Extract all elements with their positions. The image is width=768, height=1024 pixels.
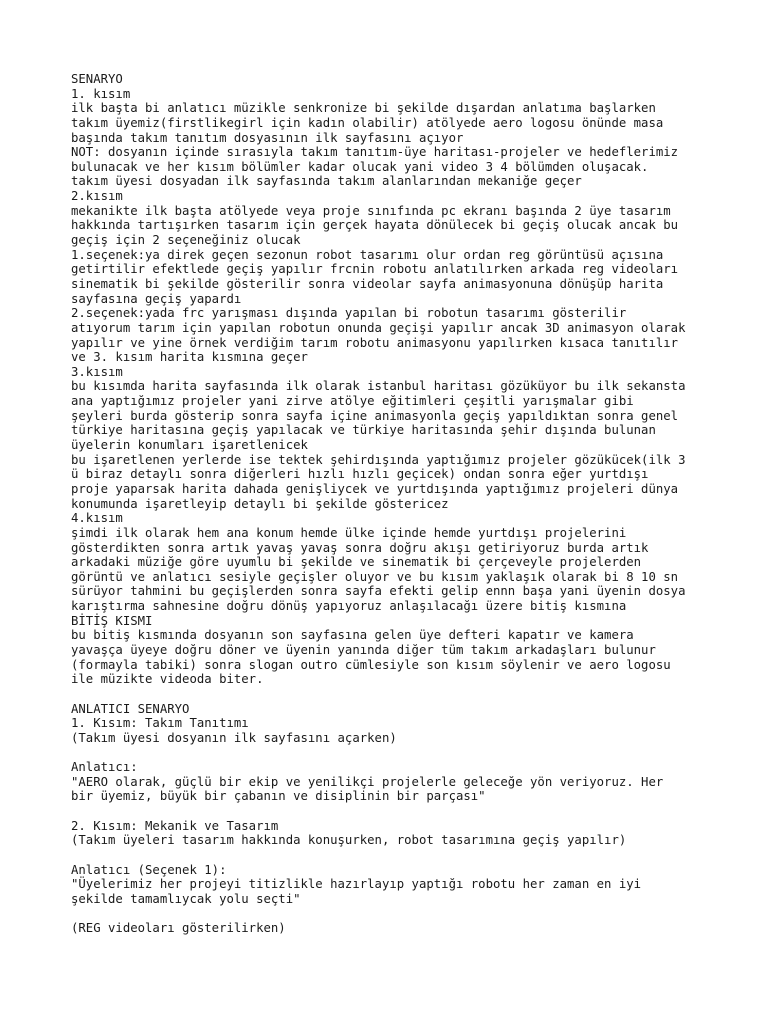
text-line: bir üyemiz, büyük bir çabanın ve disiplinin bir parçası"	[71, 789, 486, 804]
text-line: 4.kısım	[71, 511, 123, 526]
text-line: hakkında tartışırken tasarım için gerçek hayata dönülecek bi geçiş olucak ancak bu	[71, 218, 679, 233]
text-line: ü biraz detaylı sonra diğerleri hızlı hızlı geçicek) ondan sonra eğer yurtdışı	[71, 467, 649, 482]
text-line: ve 3. kısım harita kısmına geçer	[71, 350, 308, 365]
text-line: konumunda işaretleyip detaylı bi şekilde göstericez	[71, 496, 449, 511]
text-line: ilk başta bi anlatıcı müzikle senkronize bi şekilde dışardan anlatıma başlarken	[71, 101, 656, 116]
text-line: bulunacak ve her kısım bölümler kadar olucak yani video 3 4 bölümden oluşacak.	[71, 159, 649, 174]
text-line: mekanikte ilk başta atölyede veya proje sınıfında pc ekranı başında 2 üye tasarım	[71, 203, 671, 218]
text-line: ile müzikte videoda biter.	[71, 672, 264, 687]
blank-line	[71, 687, 731, 702]
text-line: (Takım üyesi dosyanın ilk sayfasını açarken)	[71, 730, 397, 745]
text-line: şekilde tamamlıycak yolu seçti"	[71, 891, 301, 906]
text-line: getirtilir efektlede geçiş yapılır frcnin robotu anlatılırken arkada reg videoları	[71, 262, 679, 277]
text-line: başında takım tanıtım dosyasının ilk sayfasını açıyor	[71, 130, 464, 145]
text-line: türkiye haritasına geçiş yapılacak ve türkiye haritasında şehir dışında bulunan	[71, 423, 656, 438]
text-line: gösterdikten sonra artık yavaş yavaş sonra doğru akışı getiriyoruz burda artık	[71, 540, 649, 555]
text-line: sayfasına geçiş yapardı	[71, 291, 242, 306]
blank-line	[71, 907, 731, 922]
text-line: yapılır ve yine örnek verdiğim tarım robotu animasyonu yapılırken kısaca tanıtılır	[71, 335, 679, 350]
text-line: 2.seçenek:yada frc yarışması dışında yapılan bi robotun tasarımı gösterilir	[71, 306, 627, 321]
text-line: 2. Kısım: Mekanik ve Tasarım	[71, 818, 279, 833]
text-line: 1. Kısım: Takım Tanıtımı	[71, 716, 249, 731]
text-line: bu bitiş kısmında dosyanın son sayfasına gelen üye defteri kapatır ve kamera	[71, 628, 634, 643]
text-line: sinematik bi şekilde gösterilir sonra videolar sayfa animasyonuna dönüşüp harita	[71, 276, 664, 291]
text-line: Anlatıcı (Seçenek 1):	[71, 862, 227, 877]
document-page	[71, 72, 731, 936]
text-line: (Takım üyeleri tasarım hakkında konuşurken, robot tasarımına geçiş yapılır)	[71, 833, 627, 848]
text-line: 1. kısım	[71, 86, 131, 101]
text-line: yavaşça üyeye doğru döner ve üyenin yanında diğer tüm takım arkadaşları bulunur	[71, 642, 656, 657]
text-line: üyelerin konumları işaretlenicek	[71, 438, 308, 453]
text-line: bu kısımda harita sayfasında ilk olarak istanbul haritası gözüküyor bu ilk sekansta	[71, 379, 686, 394]
blank-line	[71, 848, 731, 863]
text-line: "Üyelerimiz her projeyi titizlikle hazırlayıp yaptığı robotu her zaman en iyi	[71, 877, 642, 892]
text-line: 3.kısım	[71, 364, 123, 379]
text-line: şimdi ilk olarak hem ana konum hemde ülke içinde hemde yurtdışı projelerini	[71, 525, 627, 540]
text-line: görüntü ve anlatıcı sesiyle geçişler oluyor ve bu kısım yaklaşık olarak bi 8 10 sn	[71, 569, 679, 584]
text-line: karıştırma sahnesine doğru dönüş yapıyoruz anlaşılacağı üzere bitiş kısmına	[71, 599, 627, 614]
text-line: proje yaparsak harita dahada genişliycek ve yurtdışında yaptığımız projeleri dünya	[71, 481, 679, 496]
blank-line	[71, 804, 731, 819]
text-line: Anlatıcı:	[71, 760, 138, 775]
text-line: 2.kısım	[71, 189, 123, 204]
text-line: ANLATICI SENARYO	[71, 701, 190, 716]
text-line: 1.seçenek:ya direk geçen sezonun robot tasarımı olur ordan reg görüntüsü açısına	[71, 247, 664, 262]
text-line: takım üyesi dosyadan ilk sayfasında takım alanlarından mekaniğe geçer	[71, 174, 582, 189]
text-line: şeyleri burda gösterip sonra sayfa içine animasyonla geçiş yapıldıktan sonra genel	[71, 408, 679, 423]
text-line: atıyorum tarım için yapılan robotun onunda geçişi yapılır ancak 3D animasyon olarak	[71, 320, 686, 335]
text-line: bu işaretlenen yerlerde ise tektek şehirdışında yaptığımız projeler gözükücek(ilk 3	[71, 452, 686, 467]
text-line: geçiş için 2 seçeneğiniz olucak	[71, 233, 301, 248]
text-line: NOT: dosyanın içinde sırasıyla takım tanıtım-üye haritası-projeler ve hedeflerimiz	[71, 145, 679, 160]
text-line: sürüyor tahmini bu geçişlerden sonra sayfa efekti gelip ennn başa yani üyenin dosya	[71, 584, 686, 599]
text-line: takım üyemiz(firstlikegirl için kadın olabilir) atölyede aero logosu önünde masa	[71, 115, 664, 130]
text-line: arkadaki müziğe göre uyumlu bi şekilde ve sinematik bi çerçeveyle projelerden	[71, 555, 642, 570]
text-line: "AERO olarak, güçlü bir ekip ve yenilikçi projelerle geleceğe yön veriyoruz. Her	[71, 774, 664, 789]
blank-line	[71, 745, 731, 760]
text-line: (formayla tabiki) sonra slogan outro cümlesiyle son kısım söylenir ve aero logosu	[71, 657, 671, 672]
text-line: ana yaptığımız projeler yani zirve atölye eğitimleri çeşitli yarışmalar gibi	[71, 394, 634, 409]
text-line: BİTİŞ KISMI	[71, 613, 153, 628]
text-line: SENARYO	[71, 72, 123, 86]
text-line: (REG videoları gösterilirken)	[71, 921, 286, 936]
